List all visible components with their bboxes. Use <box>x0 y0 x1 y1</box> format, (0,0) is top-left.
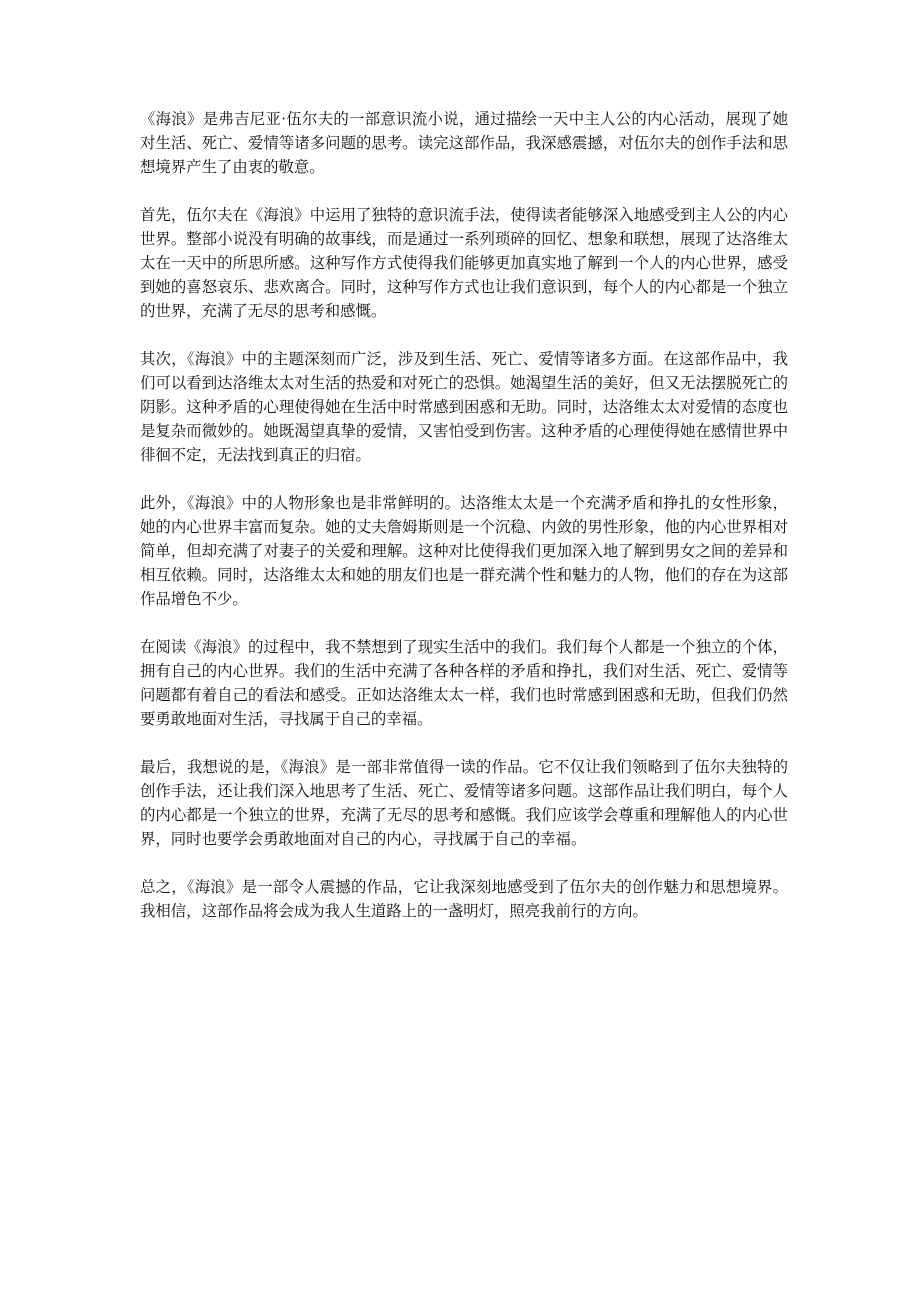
paragraph-second-point: 其次，《海浪》中的主题深刻而广泛，涉及到生活、死亡、爱情等诸多方面。在这部作品中，我们可以看到达洛维太太对生活的热爱和对死亡的恐惧。她渴望生活的美好，但又无法摆脱死亡的阴影。这种矛盾的心理使得她在生活中时常感到困惑和无助。同时，达洛维太太对爱情的态度也是复杂而微妙的。她既渴望真挚的爱情，又害怕受到伤害。这种矛盾的心理使得她在感情世界中徘徊不定，无法找到真正的归宿。 <box>140 350 788 464</box>
paragraph-characters: 此外，《海浪》中的人物形象也是非常鲜明的。达洛维太太是一个充满矛盾和挣扎的女性形象，她的内心世界丰富而复杂。她的丈夫詹姆斯则是一个沉稳、内敛的男性形象，他的内心世界相对简单，但却充满了对妻子的关爱和理解。这种对比使得我们更加深入地了解到男女之间的差异和相互依赖。同时，达洛维太太和她的朋友们也是一群充满个性和魅力的人物，他们的存在为这部作品增色不少。 <box>140 494 788 608</box>
paragraph-intro: 《海浪》是弗吉尼亚·伍尔夫的一部意识流小说，通过描绘一天中主人公的内心活动，展现了她对生活、死亡、爱情等诸多问题的思考。读完这部作品，我深感震撼，对伍尔夫的创作手法和思想境界产生了由衷的敬意。 <box>140 110 788 176</box>
paragraph-first-point: 首先，伍尔夫在《海浪》中运用了独特的意识流手法，使得读者能够深入地感受到主人公的内心世界。整部小说没有明确的故事线，而是通过一系列琐碎的回忆、想象和联想，展现了达洛维太太在一天中的所思所感。这种写作方式使得我们能够更加真实地了解到一个人的内心世界，感受到她的喜怒哀乐、悲欢离合。同时，这种写作方式也让我们意识到，每个人的内心都是一个独立的世界，充满了无尽的思考和感慨。 <box>140 206 788 320</box>
paragraph-final-thoughts: 最后，我想说的是，《海浪》是一部非常值得一读的作品。它不仅让我们领略到了伍尔夫独特的创作手法，还让我们深入地思考了生活、死亡、爱情等诸多问题。这部作品让我们明白，每个人的内心都是一个独立的世界，充满了无尽的思考和感慨。我们应该学会尊重和理解他人的内心世界，同时也要学会勇敢地面对自己的内心，寻找属于自己的幸福。 <box>140 758 788 848</box>
document-body <box>140 107 788 947</box>
paragraph-reflection: 在阅读《海浪》的过程中，我不禁想到了现实生活中的我们。我们每个人都是一个独立的个体，拥有自己的内心世界。我们的生活中充满了各种各样的矛盾和挣扎，我们对生活、死亡、爱情等问题都有着自己的看法和感受。正如达洛维太太一样，我们也时常感到困惑和无助，但我们仍然要勇敢地面对生活，寻找属于自己的幸福。 <box>140 638 788 728</box>
paragraph-conclusion: 总之，《海浪》是一部令人震撼的作品，它让我深刻地感受到了伍尔夫的创作魅力和思想境界。我相信，这部作品将会成为我人生道路上的一盏明灯，照亮我前行的方向。 <box>140 878 788 920</box>
